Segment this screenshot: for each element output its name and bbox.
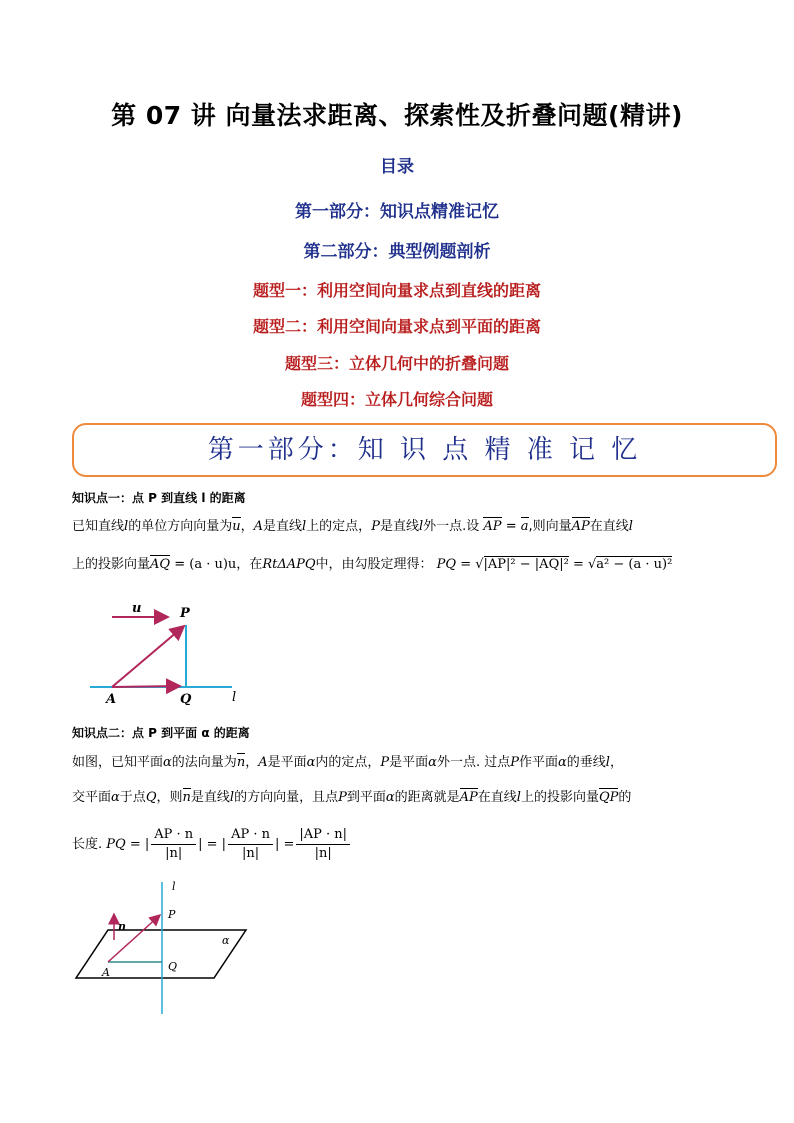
text: 如图，已知平面: [72, 755, 164, 770]
text: ，: [240, 519, 254, 534]
label-A: A: [106, 692, 117, 705]
label-u: u: [132, 601, 142, 616]
toc-type-3[interactable]: 题型三：立体几何中的折叠问题: [284, 354, 509, 373]
distance-formula: PQ = √|AP|² − |AQ|² = √a² − (a · u)²: [436, 557, 673, 572]
text: 的距离就是: [394, 790, 460, 805]
math-l: l: [418, 519, 424, 534]
text: 上的定点，: [306, 519, 372, 534]
math-P: P: [380, 755, 390, 770]
math-l: l: [628, 519, 633, 534]
math-l: l: [229, 790, 235, 805]
fraction-3-denominator: |n|: [314, 846, 332, 861]
text: 外一点. 过点: [436, 755, 511, 770]
formula-radicand-1: |AP|² − |AQ|²: [483, 557, 569, 572]
formula-radicand-2: a² − (a · u)²: [596, 557, 673, 572]
vector-AP-arrow: [108, 915, 160, 962]
text: 是平面: [267, 755, 307, 770]
text: 是直线: [262, 519, 302, 534]
text: =: [505, 519, 517, 534]
text: ，则: [156, 790, 183, 805]
label-n: n: [118, 920, 126, 933]
math-alpha: α: [111, 790, 120, 805]
vector-AP: AP: [571, 519, 590, 534]
vector-AP: AP: [483, 519, 502, 534]
label-A: A: [102, 966, 110, 979]
kp2-paragraph-line2: [72, 789, 762, 807]
label-alpha: α: [222, 934, 230, 947]
text: = |: [129, 837, 150, 852]
fraction-2-denominator: |n|: [241, 846, 260, 861]
kp2-paragraph-line3: [72, 826, 572, 863]
fraction-2: [228, 826, 273, 863]
fraction-1-denominator: |n|: [165, 846, 183, 861]
toc-type-2[interactable]: 题型二：利用空间向量求点到平面的距离: [252, 317, 541, 336]
text: 的: [618, 790, 632, 805]
text: ，: [245, 755, 259, 770]
math-alpha: α: [306, 755, 316, 770]
math-alpha: α: [428, 755, 437, 770]
page-title: 第 07 讲 向量法求距离、探索性及折叠问题(精讲): [111, 101, 683, 130]
text: 的方向向量，且点: [234, 790, 339, 805]
toc-heading: 目录: [380, 157, 414, 177]
text: 交平面: [72, 790, 112, 805]
text: 上的投影向量: [520, 790, 599, 805]
text: 在直线: [477, 790, 517, 805]
text: 是平面: [389, 755, 429, 770]
text: 是直线: [190, 790, 230, 805]
toc-type-4[interactable]: 题型四：立体几何综合问题: [300, 390, 493, 409]
toc-part1[interactable]: 第一部分：知识点精准记忆: [295, 202, 499, 222]
formula-PQ: PQ: [106, 837, 126, 852]
kp1-title: 知识点一：点 P 到直线 l 的距离: [72, 491, 246, 505]
text: 的法向量为: [171, 755, 237, 770]
toc-type-1[interactable]: 题型一：利用空间向量求点到直线的距离: [252, 281, 541, 300]
text: 在直线: [589, 519, 629, 534]
math-P: P: [338, 790, 347, 805]
figure-point-to-plane: [74, 878, 254, 1018]
math-A: A: [253, 519, 263, 534]
projection-formula: (a · u)u: [189, 557, 237, 572]
vector-QP: QP: [598, 790, 619, 805]
fraction-3: [296, 826, 350, 863]
fraction-2-numerator: AP · n: [228, 826, 273, 845]
text: ，: [609, 755, 623, 770]
math-l: l: [302, 519, 307, 534]
vector-a: a: [520, 519, 529, 534]
text: 的垂线: [566, 755, 606, 770]
math-P: P: [371, 519, 380, 534]
label-Q: Q: [168, 960, 178, 973]
fraction-1: [151, 826, 196, 863]
kp1-paragraph-line2: [72, 556, 752, 574]
text: 是直线: [379, 519, 419, 534]
vector-n: n: [236, 755, 246, 770]
text: | =: [274, 837, 295, 852]
kp1-paragraph-line1: [72, 518, 732, 536]
kp2-paragraph-line1: [72, 754, 762, 772]
math-l: l: [124, 519, 129, 534]
vector-n: n: [182, 790, 191, 805]
text: 已知直线: [72, 519, 125, 534]
text: 中，由勾股定理得：: [315, 557, 433, 572]
text: ,则向量: [528, 519, 572, 534]
vector-u: u: [232, 519, 241, 534]
math-P: P: [510, 755, 519, 770]
text: 内的定点，: [315, 755, 381, 770]
label-l: l: [232, 690, 237, 705]
label-P: P: [180, 606, 190, 621]
text: | = |: [198, 837, 227, 852]
text: 的单位方向向量为: [128, 519, 233, 534]
label-l: l: [172, 880, 176, 893]
section-header-title: 第一部分：知 识 点 精 准 记 忆: [207, 435, 642, 465]
math-l: l: [605, 755, 610, 770]
vector-AP-arrow: [112, 626, 184, 687]
text: ，在: [236, 557, 263, 572]
vector-AQ-arrow: [112, 686, 180, 687]
math-Q: Q: [145, 790, 157, 805]
math-alpha: α: [557, 755, 567, 770]
math-alpha: α: [163, 755, 172, 770]
vector-AQ: AQ: [150, 557, 171, 572]
label-Q: Q: [180, 692, 192, 705]
math-triangle: RtΔAPQ: [262, 557, 316, 572]
math-alpha: α: [385, 790, 395, 805]
figure-point-to-line: [82, 595, 262, 705]
text: 长度.: [72, 837, 103, 852]
vector-AP: AP: [459, 790, 478, 805]
text: 作平面: [518, 755, 558, 770]
fraction-1-numerator: AP · n: [151, 826, 196, 845]
text: =: [174, 557, 186, 572]
text: =: [572, 557, 584, 572]
toc-part2[interactable]: 第二部分：典型例题剖析: [303, 242, 491, 262]
label-P: P: [168, 908, 176, 921]
text: 于点: [119, 790, 146, 805]
fraction-3-numerator: |AP · n|: [296, 826, 350, 845]
formula-lhs: PQ =: [436, 557, 472, 572]
kp2-title: 知识点二：点 P 到平面 α 的距离: [72, 726, 250, 740]
text: 上的投影向量: [72, 557, 151, 572]
math-A: A: [258, 755, 268, 770]
math-l: l: [516, 790, 521, 805]
text: 到平面: [346, 790, 386, 805]
text: 外一点.设: [423, 519, 480, 534]
